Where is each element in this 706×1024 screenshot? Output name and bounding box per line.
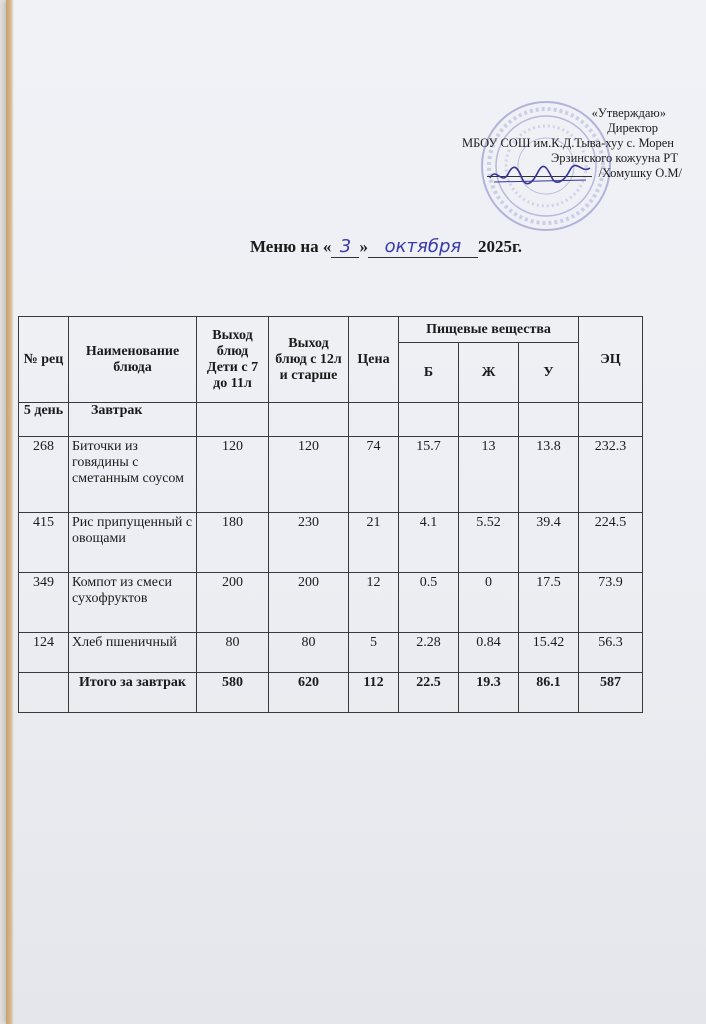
- menu-document-page: [6, 0, 706, 1024]
- section-day: 5 день: [19, 403, 69, 437]
- row-protein: 0.5: [399, 573, 459, 633]
- approval-heading: «Утверждаю»: [591, 106, 666, 120]
- row-energy: 224.5: [579, 513, 643, 573]
- total-carbs: 86.1: [519, 673, 579, 713]
- row-dish-name: Компот из смеси сухофруктов: [69, 573, 197, 633]
- row-fat: 13: [459, 437, 519, 513]
- row-recipe-no: 415: [19, 513, 69, 573]
- row-protein: 15.7: [399, 437, 459, 513]
- row-price: 5: [349, 633, 399, 673]
- row-recipe-no: 268: [19, 437, 69, 513]
- approval-district: Эрзинского кожууна РТ: [550, 151, 678, 165]
- row-dish-name: Хлеб пшеничный: [69, 633, 197, 673]
- total-energy: 587: [579, 673, 643, 713]
- row-price: 74: [349, 437, 399, 513]
- row-price: 21: [349, 513, 399, 573]
- row-yield-12: 80: [269, 633, 349, 673]
- header-carbs: У: [519, 343, 579, 403]
- title-prefix: Меню на «: [249, 237, 332, 256]
- row-yield-12: 120: [269, 437, 349, 513]
- row-carbs: 39.4: [519, 513, 579, 573]
- row-carbs: 13.8: [519, 437, 579, 513]
- approval-signatory: /Хомушку О.М/: [598, 166, 682, 180]
- row-dish-name: Биточки из говядины с сметанным соусом: [69, 437, 197, 513]
- header-energy: ЭЦ: [579, 317, 643, 403]
- row-energy: 73.9: [579, 573, 643, 633]
- header-yield-12: Выход блюд с 12л и старше: [269, 317, 349, 403]
- title-year: 2025г.: [477, 237, 522, 256]
- header-nutrients: Пищевые вещества: [399, 317, 579, 343]
- row-carbs: 17.5: [519, 573, 579, 633]
- total-row: [19, 673, 643, 713]
- header-protein: Б: [399, 343, 459, 403]
- total-fat: 19.3: [459, 673, 519, 713]
- row-yield-7-11: 120: [197, 437, 269, 513]
- row-fat: 0: [459, 573, 519, 633]
- total-yield-7-11: 580: [197, 673, 269, 713]
- row-yield-12: 200: [269, 573, 349, 633]
- row-recipe-no: 349: [19, 573, 69, 633]
- row-carbs: 15.42: [519, 633, 579, 673]
- row-energy: 56.3: [579, 633, 643, 673]
- title-month: октября: [384, 236, 462, 257]
- row-fat: 5.52: [459, 513, 519, 573]
- table-row: [19, 437, 643, 513]
- menu-title: [6, 236, 706, 258]
- header-fat: Ж: [459, 343, 519, 403]
- approval-school: МБОУ СОШ им.К.Д.Тыва-хуу с. Морен: [461, 136, 674, 150]
- row-fat: 0.84: [459, 633, 519, 673]
- header-dish-name: Наименование блюда: [69, 317, 197, 403]
- total-label: Итого за завтрак: [69, 673, 197, 713]
- row-yield-7-11: 200: [197, 573, 269, 633]
- section-row: [19, 403, 643, 437]
- row-protein: 4.1: [399, 513, 459, 573]
- header-recipe-no: № рец: [19, 317, 69, 403]
- header-price: Цена: [349, 317, 399, 403]
- total-protein: 22.5: [399, 673, 459, 713]
- row-yield-7-11: 80: [197, 633, 269, 673]
- total-price: 112: [349, 673, 399, 713]
- handwritten-signature: [486, 160, 596, 190]
- total-yield-12: 620: [269, 673, 349, 713]
- row-yield-12: 230: [269, 513, 349, 573]
- menu-table: [18, 316, 643, 713]
- row-recipe-no: 124: [19, 633, 69, 673]
- table-row: [19, 573, 643, 633]
- title-day: 3: [339, 236, 352, 257]
- section-meal: Завтрак: [69, 403, 197, 437]
- table-row: [19, 633, 643, 673]
- row-yield-7-11: 180: [197, 513, 269, 573]
- table-row: [19, 513, 643, 573]
- row-protein: 2.28: [399, 633, 459, 673]
- approval-position: Директор: [607, 121, 658, 135]
- row-energy: 232.3: [579, 437, 643, 513]
- header-row-1: [19, 317, 643, 343]
- header-yield-7-11: Выход блюд Дети с 7 до 11л: [197, 317, 269, 403]
- row-price: 12: [349, 573, 399, 633]
- page-edge-shadow: [6, 0, 14, 1024]
- row-dish-name: Рис припущенный с овощами: [69, 513, 197, 573]
- title-middle: »: [359, 237, 368, 256]
